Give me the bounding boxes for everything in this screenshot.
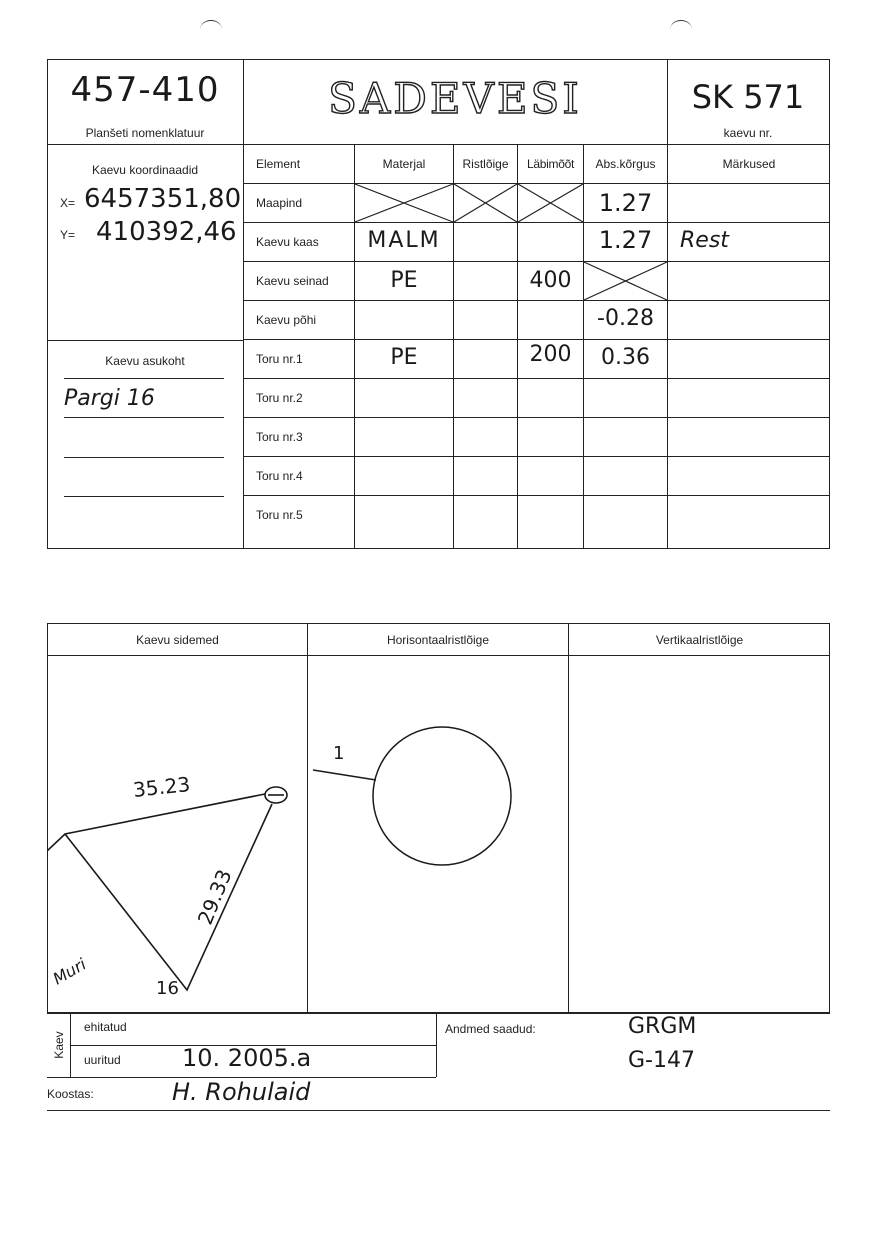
cell-material: PE [390,268,418,293]
cell-elevation: 0.36 [601,345,650,370]
row-element: Kaevu kaas [256,235,319,249]
nomenclature-value: 457-410 [70,70,220,110]
header-elevation: Abs.kõrgus [595,157,656,171]
row-element: Toru nr.2 [256,391,303,405]
well-number-label: kaevu nr. [723,126,773,140]
header-material: Materjal [382,157,426,171]
x-value: 6457351,80 [84,184,242,214]
location-value: Pargi 16 [64,386,155,411]
cell-material: PE [390,345,418,370]
cell-elevation: 1.27 [598,226,653,254]
tie-point-label: 16 [156,978,179,999]
built-label: ehitatud [84,1020,127,1034]
cell-elevation: -0.28 [597,306,654,331]
well-number-value: SK 571 [691,78,805,116]
header-notes: Märkused [722,157,776,171]
measured-label: uuritud [84,1053,121,1067]
tie-distance-1: 35.23 [131,772,192,802]
vertical-section-label: Vertikaalristlõige [655,633,744,647]
horizontal-section-label: Horisontaalristlõige [386,633,490,647]
row-element: Toru nr.5 [256,508,303,522]
tie-distance-2: 29.33 [192,865,237,929]
well-side-label: Kaev [52,1031,66,1059]
row-element: Kaevu seinad [256,274,329,288]
row-element: Toru nr.3 [256,430,303,444]
data-source-value-1: GRGM [628,1014,697,1039]
measured-value: 10. 2005.a [182,1044,312,1072]
horizontal-section-sketch [308,656,568,1012]
x-label: X= [60,196,76,210]
data-source-label: Andmed saadud: [445,1022,536,1036]
pipe-number: 1 [333,743,345,764]
row-element: Maapind [256,196,303,210]
tie-sketch [47,656,307,1012]
row-element: Toru nr.1 [256,352,303,366]
ties-panel-label: Kaevu sidemed [136,633,219,647]
cell-diameter: 200 [529,342,572,367]
card-title: SADEVESI [328,74,582,123]
header-element: Element [256,157,301,171]
row-element: Toru nr.4 [256,469,303,483]
cell-notes: Rest [680,228,729,253]
author-value: H. Rohulaid [172,1078,311,1106]
location-label: Kaevu asukoht [105,354,185,368]
tie-wall-label: Muri [49,954,90,989]
data-source-value-2: G-147 [628,1048,695,1073]
header-cross-section: Ristlõige [462,157,509,171]
author-label: Koostas: [47,1087,94,1101]
cell-material: MALM [367,228,441,253]
header-diameter: Läbimõõt [527,157,574,171]
cell-elevation: 1.27 [598,189,653,217]
coords-label: Kaevu koordinaadid [91,163,199,177]
cell-diameter: 400 [529,268,572,293]
row-element: Kaevu põhi [256,313,317,327]
y-label: Y= [60,228,76,242]
nomenclature-label: Planšeti nomenklatuur [85,126,205,140]
y-value: 410392,46 [96,217,237,247]
